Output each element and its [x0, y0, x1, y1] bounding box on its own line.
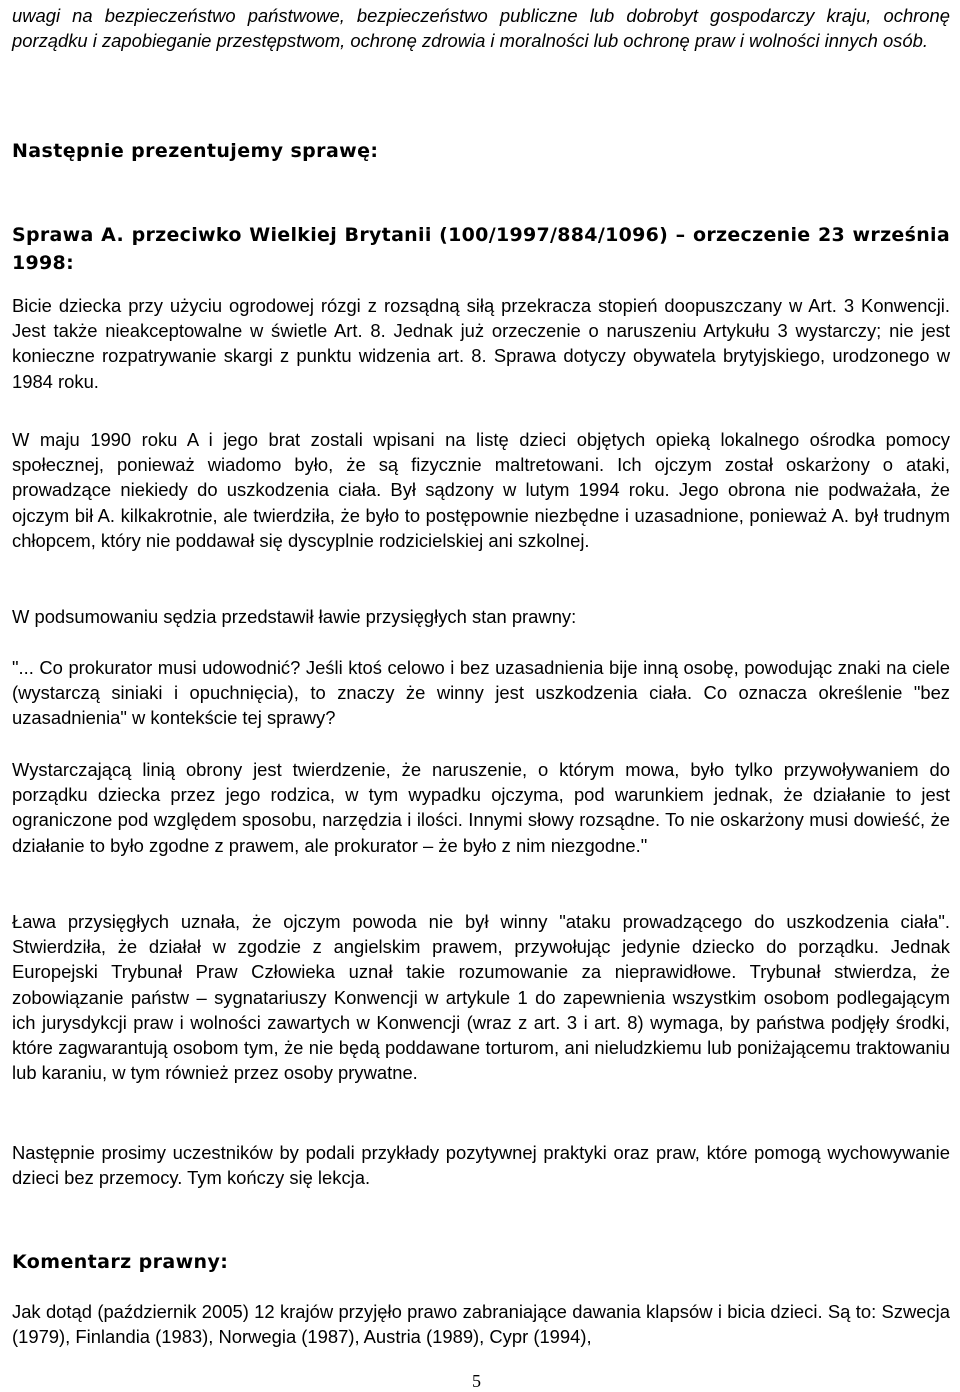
quote-paragraph-2: Wystarczającą linią obrony jest twierdzenie, że naruszenie, o którym mowa, było tylko przywoływaniem do porządku dziecka przez jego rodzica, w tym wypadku ojczyma, pod warunkiem jednak, że działanie to jest ograniczone pod względem sposobu, narzędzia i ilości. Innymi słowy rozsądne. To nie oskarżony musi dowieść, że działanie to było zgodne z prawem, ale prokurator – że było z nim niezgodne." — [12, 759, 950, 856]
next-case-heading: Następnie prezentujemy sprawę: — [12, 140, 379, 162]
verdict-paragraph: Ława przysięgłych uznała, że ojczym powoda nie był winny "ataku prowadzącego do uszkodzenia ciała". Stwierdziła, że działał w zgodzie z angielskim prawem, przywołując jedynie dziecko do porządku. Jednak Europejski Trybunał Praw Człowieka uznał takie rozumowanie za nieprawidłowe. Trybunał stwierdza, że zobowiązanie państw – sygnatariuszy Konwencji w artykule 1 do zapewnienia wszystkim osobom podlegającym ich jurysdykcji praw i wolności zawartych w Konwencji (wraz z art. 3 i art. 8) wymaga, by państwa podjęły środki, które zagwarantują osobom tym, że nie będą poddawane torturom, ani nieludzkiemu lub poniżającemu traktowaniu lub karaniu, w tym również przez osoby prywatne. — [12, 911, 950, 1084]
summary-intro-paragraph: W podsumowaniu sędzia przedstawił ławie przysięgłych stan prawny: — [12, 606, 577, 627]
commentary-heading: Komentarz prawny: — [12, 1251, 229, 1273]
closing-paragraph: Następnie prosimy uczestników by podali przykłady pozytywnej praktyki oraz praw, które pomogą wychowywanie dzieci bez przemocy. Tym kończy się lekcja. — [12, 1142, 950, 1189]
facts-paragraph: W maju 1990 roku A i jego brat zostali wpisani na listę dzieci objętych opieką lokalnego ośrodka pomocy społecznej, ponieważ wiadomo było, że są fizycznie maltretowani. Ich ojczym został oskarżony o ataki, prowadzące niekiedy do uszkodzenia ciała. Był sądzony w lutym 1994 roku. Jego obrona nie podważała, że ojczym bił A. kilkakrotnie, ale twierdziła, że było to postępownie niezbędne i uzasadnione, ponieważ A. był trudnym chłopcem, który nie poddawał się dyscyplnie rodzicielskiej ani szkolnej. — [12, 429, 950, 551]
quote-paragraph-1: "... Co prokurator musi udowodnić? Jeśli ktoś celowo i bez uzasadnienia bije inną osobę, powodując znaki na ciele (wystarczą siniaki i opuchnięcia), to znaczy że winny jest uszkodzenia ciała. Co oznacza określenie "bez uzasadnienia" w kontekście tej sprawy? — [12, 657, 950, 729]
case-title: Sprawa A. przeciwko Wielkiej Brytanii (100/1997/884/1096) – orzeczenie 23 września 1998: — [12, 224, 950, 274]
page-number: 5 — [472, 1371, 481, 1391]
commentary-paragraph: Jak dotąd (październik 2005) 12 krajów przyjęło prawo zabraniające dawania klapsów i bicia dzieci. Są to: Szwecja (1979), Finlandia (1983), Norwegia (1987), Austria (1989), Cypr (1994), — [12, 1301, 950, 1348]
case-summary-paragraph: Bicie dziecka przy użyciu ogrodowej rózgi z rozsądną siłą przekracza stopień doopuszczany w Art. 3 Konwencji. Jest także nieakceptowalne w świetle Art. 8. Jednak już orzeczenie o naruszeniu Artykułu 3 wystarczy; nie jest konieczne rozpatrywanie skargi z punktu widzenia art. 8. Sprawa dotyczy obywatela brytyjskiego, urodzonego w 1984 roku. — [12, 295, 950, 392]
intro-paragraph: uwagi na bezpieczeństwo państwowe, bezpieczeństwo publiczne lub dobrobyt gospodarczy kraju, ochronę porządku i zapobieganie przestępstwom, ochronę zdrowia i moralności lub ochronę praw i wolności innych osób. — [12, 5, 950, 52]
